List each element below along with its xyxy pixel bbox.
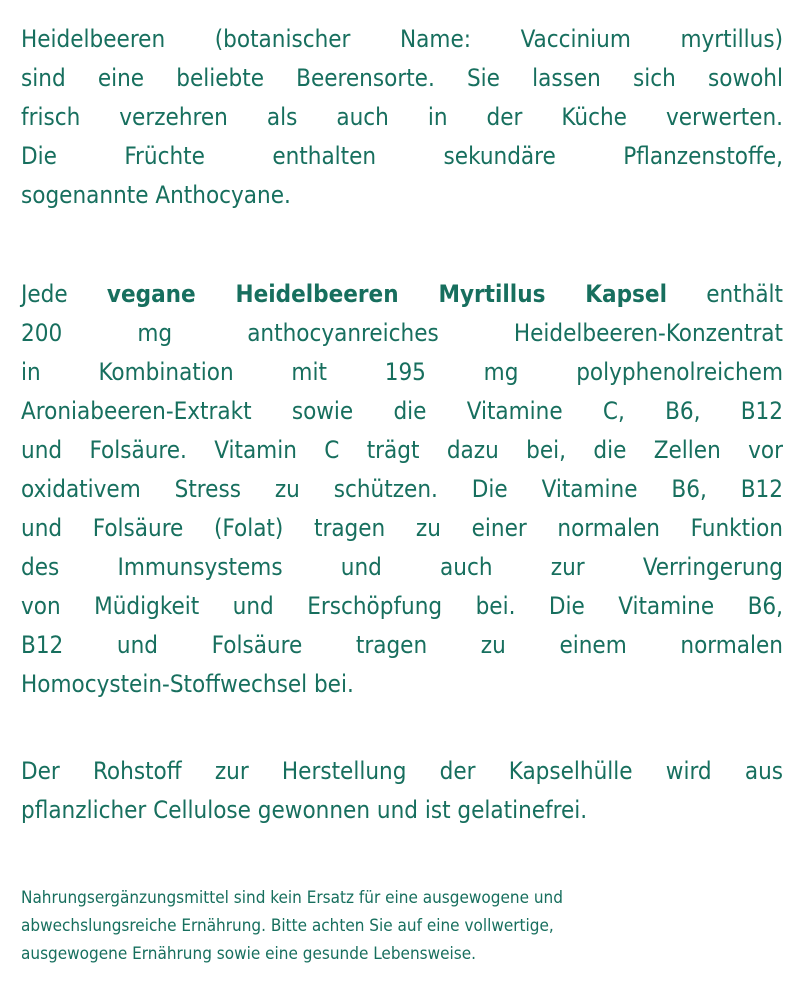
capsule-line: und Folsäure. Vitamin C trägt dazu bei, die Zellen vor bbox=[21, 436, 783, 464]
capsule-line-first bbox=[21, 275, 783, 314]
capsule-line: des Immunsystems und auch zur Verringerung bbox=[21, 553, 783, 581]
intro-line: sogenannte Anthocyane. bbox=[21, 181, 291, 209]
capsule-paragraph bbox=[21, 275, 783, 704]
disclaimer-line: ausgewogene Ernährung sowie eine gesunde Lebensweise. bbox=[21, 944, 477, 964]
capsule-line: in Kombination mit 195 mg polyphenolreichem bbox=[21, 358, 783, 386]
capsule-line: oxidativem Stress zu schützen. Die Vitamine B6, B12 bbox=[21, 475, 783, 503]
disclaimer-line: Nahrungsergänzungsmittel sind kein Ersatz für eine ausgewogene und bbox=[21, 888, 563, 908]
capsule-line: Homocystein-Stoffwechsel bei. bbox=[21, 670, 354, 698]
capsule-line: B12 und Folsäure tragen zu einem normalen bbox=[21, 631, 783, 659]
product-name-bold: vegane Heidelbeeren Myrtillus Kapsel bbox=[106, 280, 667, 308]
shell-line: Der Rohstoff zur Herstellung der Kapselhülle wird aus bbox=[21, 757, 783, 785]
capsule-line: und Folsäure (Folat) tragen zu einer normalen Funktion bbox=[21, 514, 783, 542]
shell-paragraph bbox=[21, 752, 783, 830]
intro-line: Heidelbeeren (botanischer Name: Vaccinium myrtillus) bbox=[21, 25, 783, 53]
disclaimer-paragraph bbox=[21, 884, 783, 968]
intro-line: sind eine beliebte Beerensorte. Sie lassen sich sowohl bbox=[21, 64, 783, 92]
intro-line: Die Früchte enthalten sekundäre Pflanzenstoffe, bbox=[21, 142, 783, 170]
capsule-line: Aroniabeeren-Extrakt sowie die Vitamine C, B6, B12 bbox=[21, 397, 783, 425]
intro-paragraph bbox=[21, 20, 783, 215]
capsule-intro-rest: enthält bbox=[666, 280, 784, 308]
disclaimer-line: abwechslungsreiche Ernährung. Bitte achten Sie auf eine vollwertige, bbox=[21, 916, 554, 936]
capsule-intro-text: Jede bbox=[21, 280, 107, 308]
capsule-line: von Müdigkeit und Erschöpfung bei. Die Vitamine B6, bbox=[21, 592, 783, 620]
capsule-line: 200 mg anthocyanreiches Heidelbeeren-Konzentrat bbox=[21, 319, 783, 347]
shell-line: pflanzlicher Cellulose gewonnen und ist gelatinefrei. bbox=[21, 796, 588, 824]
intro-line: frisch verzehren als auch in der Küche verwerten. bbox=[21, 103, 783, 131]
